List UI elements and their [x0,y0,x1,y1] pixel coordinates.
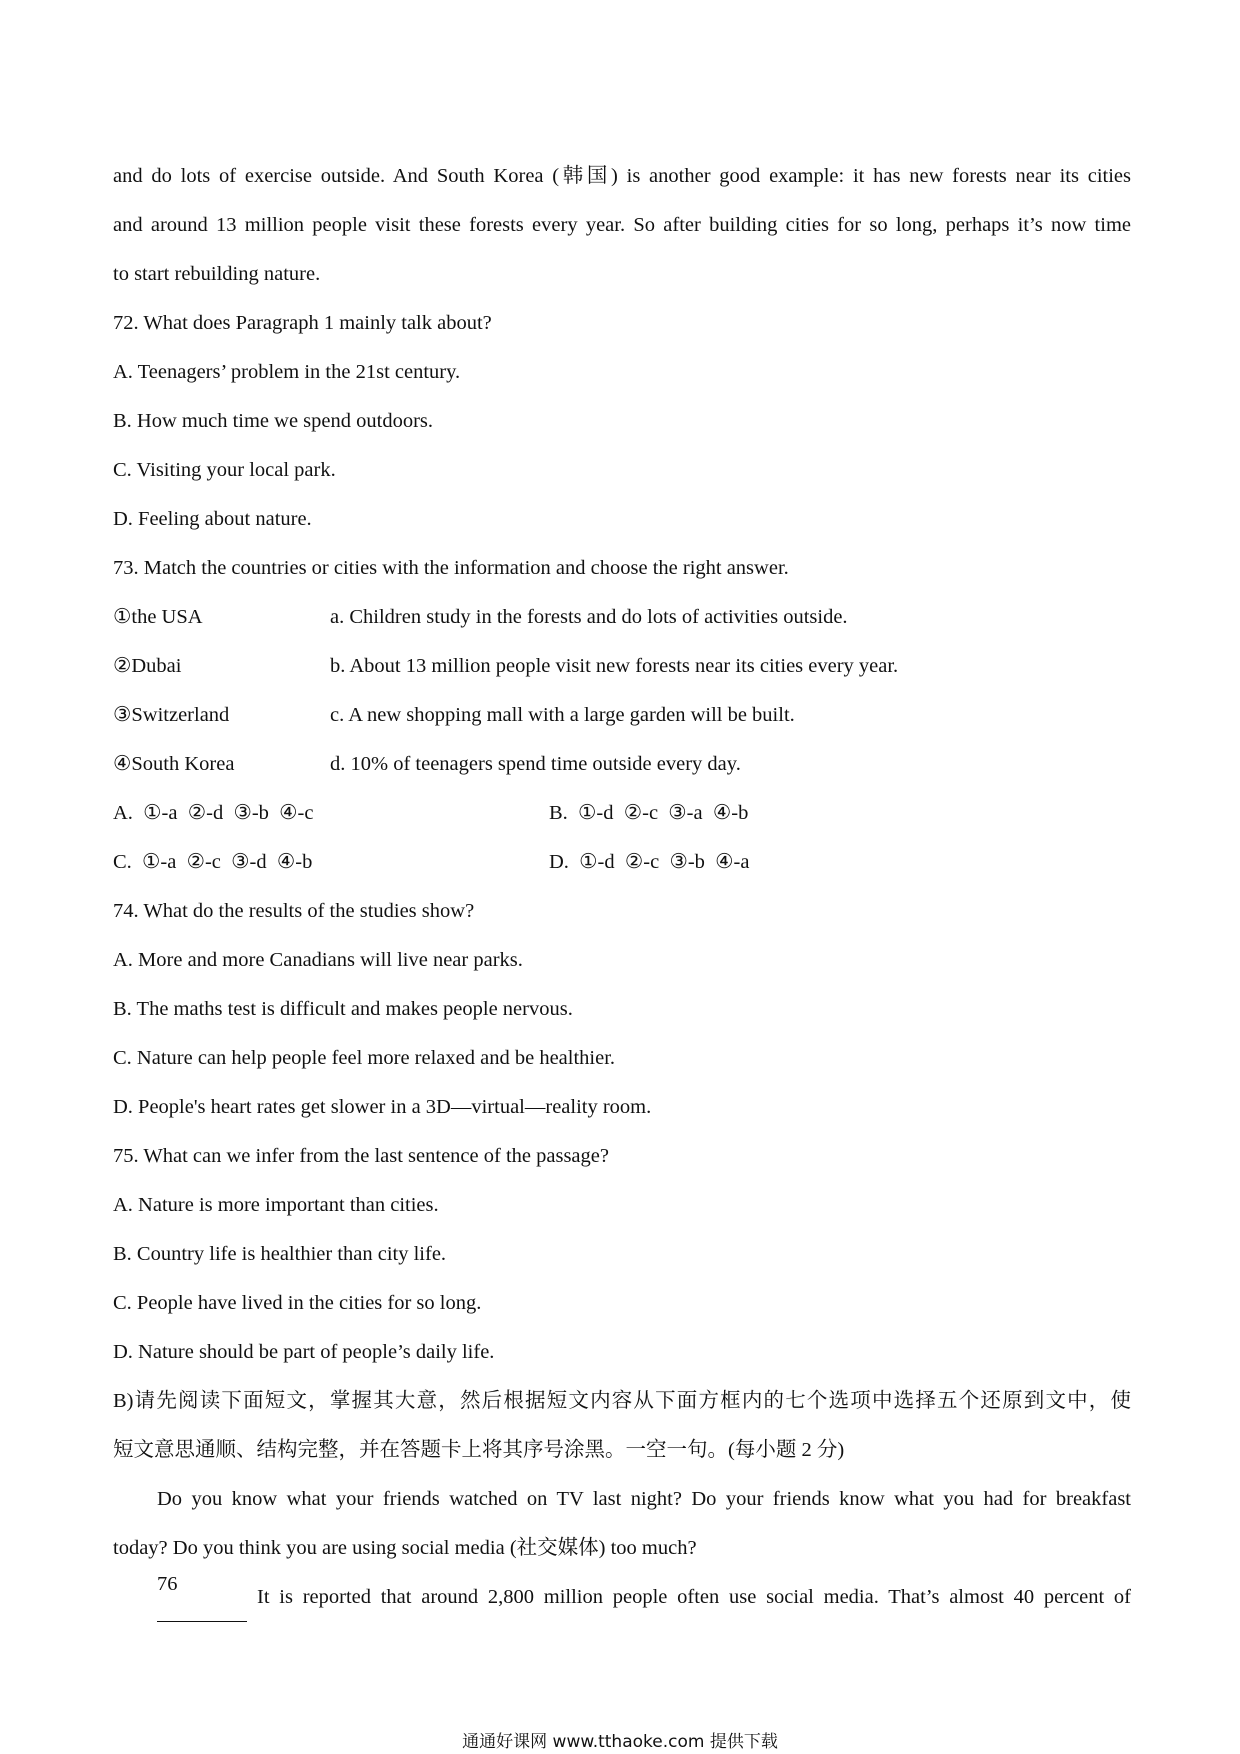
option-72a: A. Teenagers’ problem in the 21st century. [113,361,461,383]
option-74a: A. More and more Canadians will live near parks. [113,949,523,971]
footer-watermark: 通通好课网 www.tthaoke.com 提供下载 [462,1732,778,1752]
match-right: b. About 13 million people visit new forests near its cities every year. [330,655,899,677]
question-73: 73. Match the countries or cities with the information and choose the right answer. [113,557,789,579]
option-74b: B. The maths test is difficult and makes people nervous. [113,998,573,1020]
option-row [113,838,1131,887]
match-left: ①the USA [113,606,203,628]
match-left: ②Dubai [113,655,182,677]
question-72: 72. What does Paragraph 1 mainly talk about? [113,312,492,334]
passage-line: to start rebuilding nature. [113,263,321,285]
option-74d: D. People's heart rates get slower in a 3D—virtual—reality room. [113,1096,652,1118]
paragraph-line [113,1573,1131,1622]
section-b-instruction: B)请先阅读下面短文，掌握其大意，然后根据短文内容从下面方框内的七个选项中选择五个还原到文中，使 [113,1390,1131,1412]
match-right: a. Children study in the forests and do lots of activities outside. [330,606,848,628]
answer-blank: 76 [157,1573,247,1622]
match-left: ③Switzerland [113,704,230,726]
match-left: ④South Korea [113,753,235,775]
option-73a: A. ①-a ②-d ③-b ④-c [113,802,314,824]
passage-line: and around 13 million people visit these forests every year. So after building cities for so long, perhaps it’s now time [113,214,1131,236]
option-72b: B. How much time we spend outdoors. [113,410,433,432]
option-74c: C. Nature can help people feel more relaxed and be healthier. [113,1047,616,1069]
option-75b: B. Country life is healthier than city life. [113,1243,447,1265]
match-right: d. 10% of teenagers spend time outside every day. [330,753,741,775]
option-73b: B. ①-d ②-c ③-a ④-b [549,802,749,824]
match-right: c. A new shopping mall with a large garden will be built. [330,704,795,726]
option-75a: A. Nature is more important than cities. [113,1194,439,1216]
match-row [113,691,1131,740]
option-72d: D. Feeling about nature. [113,508,312,530]
passage-line: and do lots of exercise outside. And South Korea (韩国) is another good example: it has new forests near its cities [113,165,1131,187]
section-b-instruction: 短文意思通顺、结构完整，并在答题卡上将其序号涂黑。一空一句。(每小题 2 分) [113,1439,845,1461]
option-75d: D. Nature should be part of people’s daily life. [113,1341,495,1363]
paragraph-text: It is reported that around 2,800 million people often use social media. That’s almost 40 percent of [257,1586,1131,1608]
option-73d: D. ①-d ②-c ③-b ④-a [549,851,750,873]
option-row [113,789,1131,838]
paragraph-line: today? Do you think you are using social media (社交媒体) too much? [113,1537,697,1559]
option-73c: C. ①-a ②-c ③-d ④-b [113,851,313,873]
document-page [113,152,1131,1622]
option-72c: C. Visiting your local park. [113,459,336,481]
question-74: 74. What do the results of the studies show? [113,900,475,922]
question-75: 75. What can we infer from the last sentence of the passage? [113,1145,609,1167]
match-row [113,740,1131,789]
option-75c: C. People have lived in the cities for so long. [113,1292,482,1314]
paragraph-line: Do you know what your friends watched on TV last night? Do your friends know what you had for breakfast [157,1488,1131,1510]
match-row [113,593,1131,642]
match-row [113,642,1131,691]
